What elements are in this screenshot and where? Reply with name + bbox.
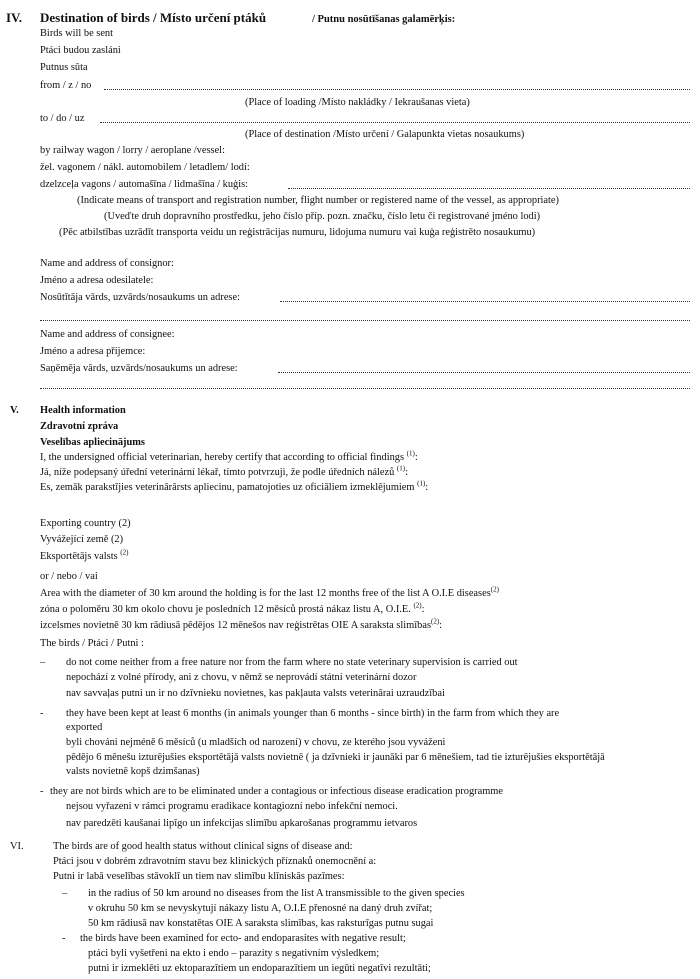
sent-en: Birds will be sent: [40, 28, 114, 39]
consignor-lv: Nosūtītāja vārds, uzvārds/nosaukums un adrese:: [40, 292, 240, 303]
by-lv: dzelzceļa vagons / automašīna / lidmašīna / kuģis:: [40, 179, 249, 190]
c1-en: in the radius of 50 km around no diseases from the list A transmissible to the given species: [88, 888, 465, 899]
birds-label: The birds / Ptáci / Putni :: [40, 638, 144, 649]
bullet-dash: –: [40, 657, 46, 668]
to-label: to / do / uz: [40, 113, 85, 124]
section-iv-title-lv: / Putnu nosūtīšanas galamērķis:: [312, 14, 456, 25]
s6-line-lv: Putni ir labā veselības stāvoklī un tiem nav slimību klīniskās pazīmes:: [53, 871, 345, 882]
b1-cz: nepochází z volné přírody, ani z chovu, v němž se neprovádí státní veterinární dozor: [66, 672, 417, 683]
area-en: Area with the diameter of 30 km around the holding is for the last 12 months free of the list A O.I.E diseases$^{(2)}$: [40, 585, 499, 599]
or-label: or / nebo / vai: [40, 571, 98, 582]
b3-cz: nejsou vyřazeni v rámci programu eradikace kontagiozní nebo infekční nemoci.: [66, 801, 398, 812]
b2-en: they have been kept at least 6 months (in animals younger than 6 months - since birth) in the farm from which they are: [66, 708, 560, 719]
b2-cz: byli chováni nejméně 6 měsíců (u mladších od narození) v chovu, ze kterého jsou vyváženi: [66, 737, 446, 748]
b3-lv: nav paredzēti kaušanai lipīgo un infekcijas slimību apkarošanas programmu ietvaros: [66, 818, 418, 829]
section-iv-number: IV.: [6, 10, 23, 25]
bullet-dash: -: [40, 708, 44, 719]
consignor-en: Name and address of consignor:: [40, 258, 174, 269]
s6-line-en: The birds are of good health status without clinical signs of disease and:: [53, 841, 353, 852]
exporting-country-en: Exporting country (2): [40, 518, 131, 529]
section-iv-title: Destination of birds / Místo určení ptáků: [40, 10, 267, 25]
consignor-field-2[interactable]: [40, 320, 690, 321]
to-note: (Place of destination /Místo určení / Galapunkta vietas nosaukums): [245, 129, 525, 140]
sent-lv: Putnus sūta: [40, 62, 88, 73]
consignee-field[interactable]: [278, 372, 690, 373]
section-v-number: V.: [10, 405, 19, 416]
certify-cz: Já, níže podepsaný úřední veterinární lékař, tímto potvrzuji, že podle úředních nálezů $^{(1)}$:: [40, 464, 408, 478]
bullet-dash: –: [62, 888, 68, 899]
by-en: by railway wagon / lorry / aeroplane /vessel:: [40, 145, 225, 156]
sent-cz: Ptáci budou zasláni: [40, 45, 121, 56]
consignee-cz: Jméno a adresa příjemce:: [40, 346, 146, 357]
s6-line-cz: Ptáci jsou v dobrém zdravotním stavu bez klinických příznaků onemocnění a:: [53, 856, 377, 867]
bullet-dash: -: [40, 786, 44, 797]
b3-en: they are not birds which are to be eliminated under a contagious or infectious disease eradication programme: [50, 786, 503, 797]
section-v-title-cz: Zdravotní zpráva: [40, 421, 119, 432]
exporting-country-lv: Eksportētājs valsts $^{(2)}$: [40, 548, 129, 562]
consignor-field[interactable]: [280, 301, 690, 302]
section-v-title-lv: Veselības apliecinājums: [40, 437, 145, 448]
indicate-lv: (Pēc atbilstības uzrādīt transporta veidu un reģistrācijas numuru, lidojuma numuru vai kuģa reģistrēto nosaukumu): [59, 227, 536, 238]
from-field[interactable]: [104, 89, 690, 90]
b2-lv: pēdējo 6 mēnešu izturējušies eksportētājā valsts novietnē ( ja dzīvnieki ir jaunāki par 6 mēnešiem, tad tie izturējušies eksportētājā: [66, 752, 605, 763]
b2-lv-cont: valsts novietnē kopš dzimšanas): [66, 766, 200, 777]
indicate-cz: (Uveďte druh dopravního prostředku, jeho číslo příp. pozn. značku, číslo letu či registrované jméno lodi): [104, 211, 541, 222]
area-lv: izcelsmes novietnē 30 km rādiusā pēdējos 12 mēnešos nav reģistrētas OIE A saraksta slimības$^{(2)}$:: [40, 617, 443, 631]
bullet-dash: -: [62, 933, 66, 944]
b1-en: do not come neither from a free nature nor from the farm where no state veterinary supervision is carried out: [66, 657, 518, 668]
certify-lv: Es, zemāk parakstījies veterinārārsts apliecinu, pamatojoties uz oficiāliem izmeklējumiem $^{(1)}$:: [40, 479, 429, 493]
transport-field[interactable]: [288, 188, 690, 189]
indicate-en: (Indicate means of transport and registration number, flight number or registered name of the vessel, as appropriate): [77, 195, 560, 206]
consignee-lv: Saņēmēja vārds, uzvārds/nosaukums un adrese:: [40, 363, 238, 374]
b1-lv: nav savvaļas putni un ir no dzīvnieku novietnes, kas pakļauta valsts veterinārai uzraudzībai: [66, 688, 445, 699]
section-vi-number: VI.: [10, 841, 24, 852]
c1-lv: 50 km rādiusā nav konstatētas OIE A saraksta slimības, kas raksturīgas putnu sugai: [88, 918, 434, 929]
section-v-title-en: Health information: [40, 405, 126, 416]
by-cz: žel. vagonem / nákl. automobilem / letadlem/ lodí:: [40, 162, 250, 173]
from-label: from / z / no: [40, 80, 92, 91]
c2-en: the birds have been examined for ecto- and endoparasites with negative result;: [80, 933, 406, 944]
consignee-field-2[interactable]: [40, 388, 690, 389]
from-note: (Place of loading /Místo nakládky / Iekraušanas vieta): [245, 97, 470, 108]
consignee-en: Name and address of consignee:: [40, 329, 175, 340]
area-cz: zóna o poloměru 30 km okolo chovu je posledních 12 měsíců prostá nákaz listu A, O.I.E. $^{(2)}$:: [40, 601, 425, 615]
b2-en-cont: exported: [66, 722, 103, 733]
c2-cz: ptáci byli vyšetřeni na ekto i endo – parazity s negativním výsledkem;: [88, 948, 380, 959]
c2-lv: putni ir izmeklēti uz ektoparazītiem un endoparazītiem un iegūti negatīvi rezultāti;: [88, 963, 431, 974]
c1-cz: v okruhu 50 km se nevyskytují nákazy listu A, O.I.E přenosné na daný druh zvířat;: [88, 903, 433, 914]
certify-en: I, the undersigned official veterinarian, hereby certify that according to official findings $^{(1)}$:: [40, 449, 418, 463]
exporting-country-cz: Vyvážející země (2): [40, 534, 124, 545]
to-field[interactable]: [100, 122, 690, 123]
consignor-cz: Jméno a adresa odesilatele:: [40, 275, 154, 286]
